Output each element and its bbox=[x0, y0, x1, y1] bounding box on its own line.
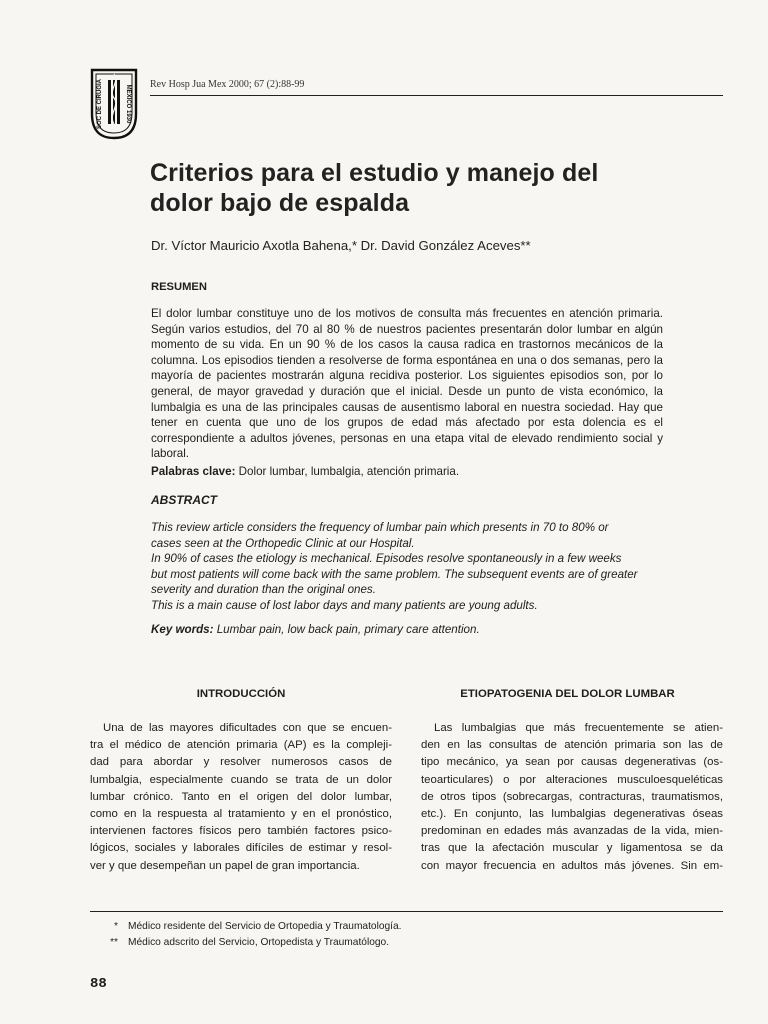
abstract-heading: ABSTRACT bbox=[151, 493, 217, 507]
key-words bbox=[151, 623, 480, 636]
footnote-mark: ** bbox=[110, 937, 118, 948]
text-line: dad para abordar y resolver numerosos casos de bbox=[90, 756, 392, 769]
medical-society-crest-icon bbox=[90, 68, 138, 140]
palabras-clave-label: Palabras clave: bbox=[151, 465, 236, 478]
footnote-text: Médico adscrito del Servicio, Ortopedista y Traumatólogo. bbox=[128, 937, 390, 948]
text-line: de otros tipos (sobrecargas, contracturas, traumatismos, bbox=[421, 790, 723, 803]
header-divider bbox=[150, 95, 723, 96]
key-words-text: Lumbar pain, low back pain, primary care attention. bbox=[216, 623, 480, 636]
abstract-line: but most patients will come back with the same problem. The subsequent events are of greater bbox=[151, 567, 638, 581]
introduccion-body bbox=[90, 720, 392, 875]
palabras-clave-text: Dolor lumbar, lumbalgia, atención primaria. bbox=[238, 465, 460, 478]
footnote-divider bbox=[90, 911, 723, 912]
resumen-text: El dolor lumbar constituye uno de los motivos de consulta más frecuentes en atención primaria. Según varios estudios, del 70 al 80 % de nuestros pacientes presentarán dolor lumbar en algún momento de su vida. En un 90 % de los casos la causa radica en trastornos mecánicos de la columna. Los episodios tienden a resolverse de forma espontánea en una o dos semanas, pero la mayoría de pacientes mostrarán alguna recidiva posterior. Los siguientes episodios son, por lo general, de mayor gravedad y duración que el inicial. Desde un punto de vista económico, la lumbalgia es una de las principales causas de ausentismo laboral en nuestra sociedad. Hay que tener en cuenta que uno de los grupos de edad más afectado por esta dolencia es el correspondiente a adultos jóvenes, personas en una etapa vital de elevado rendimiento social y laboral. bbox=[151, 307, 663, 461]
etiopatogenia-heading: ETIOPATOGENIA DEL DOLOR LUMBAR bbox=[460, 688, 675, 700]
text-line: Las lumbalgias que más frecuentemente se atien- bbox=[434, 722, 723, 734]
footnote-mark: * bbox=[114, 921, 118, 932]
abstract-line: In 90% of cases the etiology is mechanical. Episodes resolve spontaneously in a few weeks bbox=[151, 552, 622, 566]
logo-text-right: MEXICO 1930 bbox=[125, 84, 131, 124]
text-line: lumbalgia, especialmente cuando se trata de un dolor bbox=[90, 773, 392, 786]
text-line: tipo mecánico, ya sean por causas degenerativas (os- bbox=[421, 756, 723, 769]
footnote bbox=[96, 921, 402, 932]
text-line: tra el médico de atención primaria (AP) es la compleji- bbox=[90, 739, 392, 752]
text-line: Una de las mayores dificultades con que se encuen- bbox=[103, 722, 392, 734]
text-line: predominan en edades más avanzadas de la vida, mien- bbox=[421, 825, 723, 838]
abstract-line: severity and duration than the original ones. bbox=[151, 583, 376, 597]
logo-text-left: SOC DE CIRUGIA bbox=[97, 78, 103, 130]
text-line: lógicos, sociales y laborales difíciles de estimar y resol- bbox=[90, 842, 392, 855]
page-number: 88 bbox=[90, 976, 107, 992]
footnote bbox=[96, 937, 389, 948]
journal-reference: Rev Hosp Jua Mex 2000; 67 (2):88-99 bbox=[150, 79, 305, 90]
article-title-line-1: Criterios para el estudio y manejo del bbox=[150, 159, 599, 187]
text-line: como en la respuesta al tratamiento y en el pronóstico, bbox=[90, 808, 392, 821]
footnote-text: Médico residente del Servicio de Ortopedia y Traumatología. bbox=[128, 921, 402, 932]
text-line: etc.). En conjunto, las lumbalgias degenerativas óseas bbox=[421, 808, 723, 821]
text-line: lumbar crónico. Tanto en el origen del dolor lumbar, bbox=[90, 790, 392, 803]
resumen-heading: RESUMEN bbox=[151, 281, 207, 293]
abstract-text bbox=[151, 520, 671, 614]
text-line: tras que la afectación muscular y ligamentosa se da bbox=[421, 842, 723, 855]
etiopatogenia-body bbox=[421, 720, 723, 875]
text-line: den en las consultas de atención primaria son las de bbox=[421, 739, 723, 752]
article-authors: Dr. Víctor Mauricio Axotla Bahena,* Dr. David González Aceves** bbox=[151, 238, 531, 253]
article-title bbox=[150, 158, 710, 218]
key-words-label: Key words: bbox=[151, 623, 214, 636]
abstract-line: cases seen at the Orthopedic Clinic at our Hospital. bbox=[151, 536, 415, 550]
text-line: con mayor frecuencia en adultos más jóvenes. Sin em- bbox=[421, 859, 723, 872]
article-title-line-2: dolor bajo de espalda bbox=[150, 189, 410, 217]
text-line: ver y que desempeñan un papel de gran importancia. bbox=[90, 859, 360, 872]
text-line: teoarticulares) o por alteraciones musculoesqueléticas bbox=[421, 773, 723, 786]
text-line: intervienen factores físicos pero también factores psico- bbox=[90, 825, 392, 838]
palabras-clave bbox=[151, 465, 459, 478]
abstract-line: This review article considers the frequency of lumbar pain which presents in 70 to 80% or bbox=[151, 521, 609, 534]
introduccion-heading: INTRODUCCIÓN bbox=[196, 688, 286, 700]
abstract-line: This is a main cause of lost labor days and many patients are young adults. bbox=[151, 598, 538, 612]
